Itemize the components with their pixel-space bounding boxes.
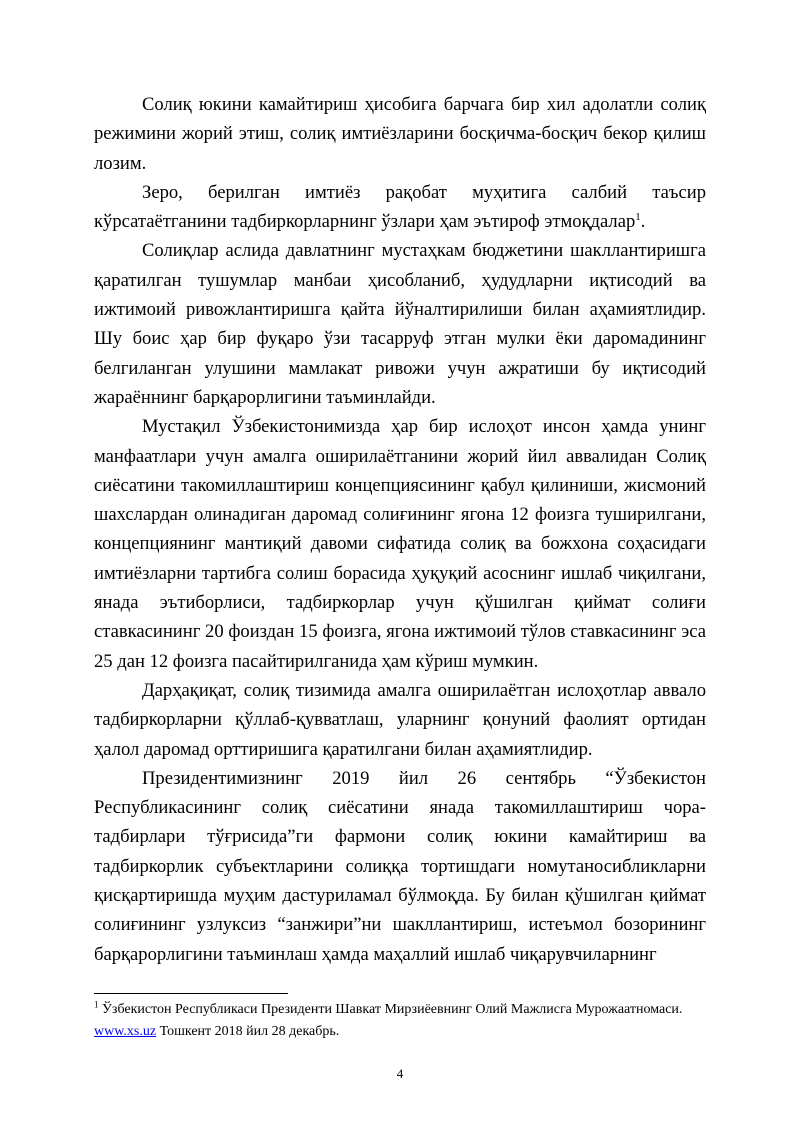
paragraph-6: Президентимизнинг 2019 йил 26 сентябрь “Ўзбекистон Республикасининг солиқ сиёсатини янада такомиллаштириш чора-тадбирлари тўғрисида”ги фармони солиқ юкини камайтириш ва тадбиркорлик субъектларини солиққа тортишдаги номутаносибликларни қисқартиришда муҳим дастуриламал бўлмоқда. Бу билан қўшилган қиймат солиғининг узлуксиз “занжири”ни шакллантириш, истеъмол бозорининг барқарорлигини таъминлаш ҳамда маҳаллий ишлаб чиқарувчиларнинг bbox=[94, 767, 706, 965]
paragraph-1: Солиқ юкини камайтириш ҳисобига барчага бир хил адолатли солиқ режимини жорий этиш, солиқ имтиёзларини босқичма-босқич бекор қилиш лозим. bbox=[94, 94, 706, 174]
paragraph-4: Мустақил Ўзбекистонимизда ҳар бир ислоҳот инсон ҳамда унинг манфаатлари учун амалга оширилаётганини жорий йил аввалидан Солиқ сиёсатини такомиллаштириш концепциясининг қабул қилиниши, жисмоний шахслардан олинадиган даромад солиғининг ягона 12 фоизга туширилгани, концепциянинг мантиқий давоми сифатида солиқ ва божхона соҳасидаги имтиёзларни тартибга солиш борасида ҳуқуқий асоснинг ишлаб чиқилгани, янада эътиборлиси, тадбиркорлар учун қўшилган қиймат солиғи ставкасининг 20 фоиздан 15 фоизга, ягона ижтимоий тўлов ставкасининг эса 25 дан 12 фоизга пасайтирилганида ҳам кўриш мумкин. bbox=[94, 416, 706, 672]
footnote-separator bbox=[94, 993, 288, 994]
body-text bbox=[94, 90, 706, 969]
paragraph-2 bbox=[94, 178, 706, 237]
footnote-link[interactable]: www.xs.uz bbox=[94, 1024, 157, 1039]
footnote-marker: 1 bbox=[94, 999, 99, 1010]
footnote-text: Ўзбекистон Республикаси Президенти Шавкат Мирзиёевнинг Олий Мажлисга Мурожаатномаси. bbox=[98, 1002, 683, 1017]
paragraph-2-end: . bbox=[640, 211, 646, 233]
paragraph-3: Солиқлар аслида давлатнинг мустаҳкам бюджетини шакллантиришга қаратилган тушумлар манбаи ҳисобланиб, ҳудудларни иқтисодий ва ижтимоий ривожлантиришга қайта йўналтирилиши билан аҳамиятлидир. Шу боис ҳар бир фуқаро ўзи тасарруф этган мулки ёки даромадининг белгиланган улушини мамлакат ривожи учун ажратиши бу иқтисодий жараённинг барқарорлигини таъминлайди. bbox=[94, 240, 706, 408]
footnote-text-end: Тошкент 2018 йил 28 декабрь. bbox=[156, 1024, 340, 1039]
paragraph-2-text: Зеро, берилган имтиёз рақобат муҳитига салбий таъсир кўрсатаётганини тадбиркорларнинг ўзлари ҳам эътироф этмоқдалар bbox=[94, 181, 706, 233]
paragraph-5: Дарҳақиқат, солиқ тизимида амалга оширилаётган ислоҳотлар аввало тадбиркорларни қўллаб-қувватлаш, уларнинг қонуний фаолият ортидан ҳалол даромад орттиришига қаратилгани билан аҳамиятлидир. bbox=[94, 679, 706, 760]
footnote bbox=[94, 999, 706, 1043]
footnote-reference[interactable]: 1 bbox=[635, 211, 641, 223]
page-number: 4 bbox=[396, 1066, 404, 1081]
